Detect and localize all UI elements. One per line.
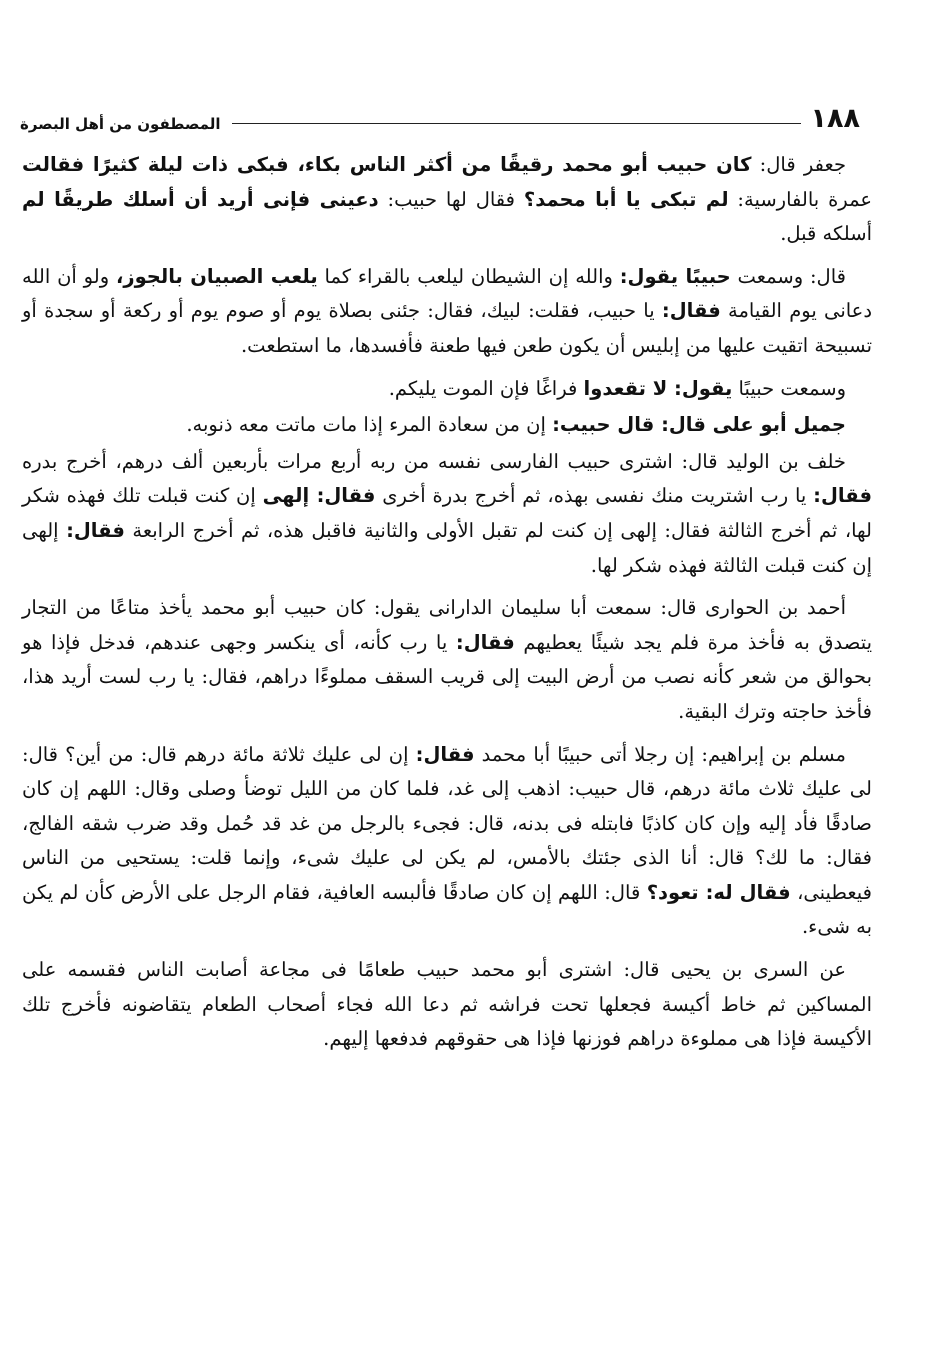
paragraph-7: مسلم بن إبراهيم: إن رجلا أتى حبيبًا أبا محمد فقال: إن لى عليك ثلاثة مائة درهم قال: من أين؟ قال: لى عليك ثلاث مائة درهم، قال حبيب: اذهب إلى غد، فلما كان من الليل توضأ وصلى وقال: اللهم إن كان صادقًا فأد إليه وإن كان كاذبًا فابتله فى بدنه، قال: فجىء بالرجل من غد قد حُمل وقد ضرب شقه الفالج، فقال: ما لك؟ قال: أنا الذى جئتك بالأمس، لم يكن لى عليك شىء، وإنما قلت: يستحيى من الناس فيعطينى، فقال له: تعود؟ قال: اللهم إن كان صادقًا فألبسه العافية، فقام الرجل على الأرض كأن لم يكن به شىء. [22, 742, 873, 939]
page-number: ١٨٨ [810, 103, 860, 134]
paragraph-1: جعفر قال: كان حبيب أبو محمد رقيقًا من أكثر الناس بكاء، فبكى ذات ليلة كثيرًا فقالت عمرة بالفارسية: لم تبكى يا أبا محمد؟ فقال لها حبيب: دعينى فإنى أريد أن أسلك طريقًا لم أسلكه قبل. [22, 153, 872, 246]
paragraph-8: عن السرى بن يحيى قال: اشترى أبو محمد حبيب طعامًا فى مجاعة أصابت الناس فقسمه على المساكين ثم خاط أكيسة فجعلها تحت فراشه ثم دعا الله فجاء أصحاب الطعام يتقاضونه فأخرج تلك الأكيسة فإذا هى مملوءة دراهم فوزنها فإذا هى حقوقهم فدفعها إليهم. [22, 958, 872, 1051]
paragraph-2: قال: وسمعت حبيبًا يقول: والله إن الشيطان ليلعب بالقراء كما يلعب الصبيان بالجوز، ولو أن الله دعانى يوم القيامة فقال: يا حبيب، فقلت: لبيك، فقال: جئنى بصلاة يوم أو صوم يوم أو ركعة أو سجدة أو تسبيحة اتقيت عليها من إبليس أن يكون طعن فيها طعنة فأفسدها، ما استطعت. [22, 264, 873, 357]
paragraph-4: جميل أبو على قال: قال حبيب: إن من سعادة المرء إذا مات ماتت معه ذنوبه. [186, 413, 846, 437]
page-header [20, 92, 860, 132]
header-rule [232, 123, 800, 124]
paragraph-6: أحمد بن الحوارى قال: سمعت أبا سليمان الدارانى يقول: كان حبيب أبو محمد يأخذ متاعًا من التجار يتصدق به فأخذ مرة فلم يجد شيئًا يعطيهم فقال: يا رب كأنه، أى ينكسر وجهى عندهم، فدخل فإذا هو بحوالق من شعر كأنه نصب من أرض البيت إلى قريب السقف مملوءًا دراهم، فقال: يا رب لست أريد هذا، فأخذ حاجته وترك البقية. [22, 596, 873, 723]
paragraph-3: وسمعت حبيبًا يقول: لا تقعدوا فراغًا فإن الموت يليكم. [388, 376, 846, 400]
paragraph-5: خلف بن الوليد قال: اشترى حبيب الفارسى نفسه من ربه أربع مرات بأربعين ألف درهم، أخرج بدره فقال: يا رب اشتريت منك نفسى بهذه، ثم أخرج بدرة أخرى فقال: إلهى إن كنت قبلت تلك فهذه شكر لها، ثم أخرج الثالثة فقال: إلهى إن كنت لم تقبل الأولى والثانية فاقبل هذه، ثم أخرج الرابعة فقال: إلهى إن كنت قبلت الثالثة فهذه شكر لها. [22, 449, 872, 577]
page-body [22, 148, 872, 1065]
running-title: المصطفون من أهل البصرة [20, 115, 221, 133]
